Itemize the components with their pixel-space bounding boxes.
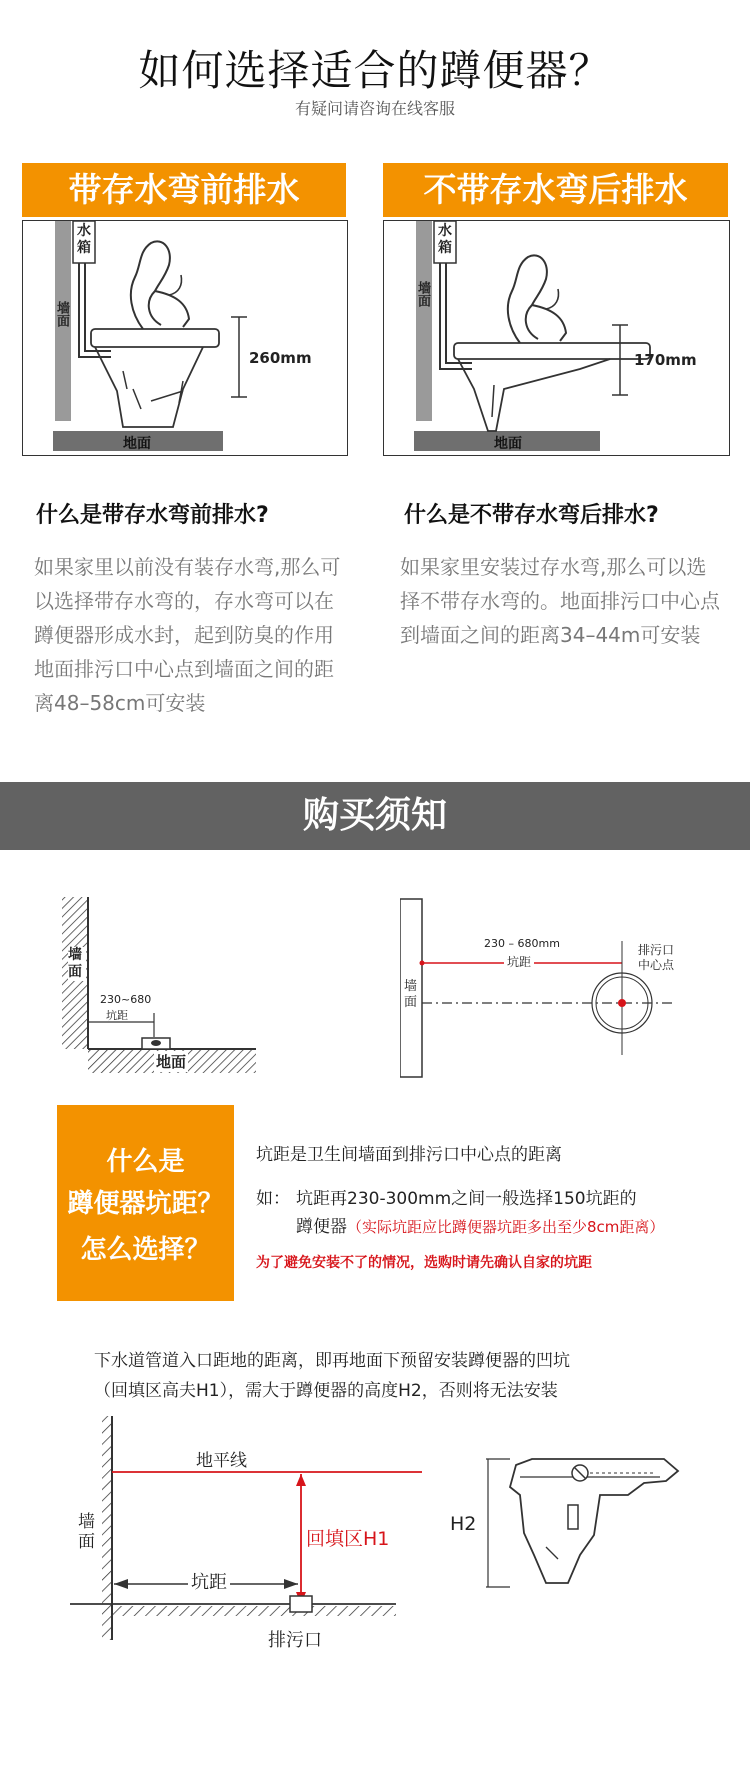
pit-side-wall-label: 墙面 [68, 947, 86, 981]
page-subtitle: 有疑问请咨询在线客服 [294, 99, 455, 118]
rear-description: 如果家里安装过存水弯,那么可以选择不带存水弯的。地面排污口中心点到墙面之间的距离34–44m可安装 [400, 555, 720, 647]
pit-question-box [57, 1105, 234, 1301]
front-tank-label: 水箱 [77, 223, 91, 256]
pit-top-range: 230 – 680mm [484, 937, 560, 950]
backfill-outlet-label: 排污口 [268, 1630, 322, 1651]
backfill-diagram [66, 1412, 426, 1652]
pipe-info-line2: （回填区高夫H1），需大于蹲便器的高度H2，否则将无法安装 [94, 1381, 558, 1401]
pit-top-outlet-label: 排污口中心点 [638, 943, 675, 972]
pit-side-pit-label: 坑距 [106, 1009, 128, 1022]
front-description: 如果家里以前没有装存水弯,那么可以选择带存水弯的，存水弯可以在蹲便器形成水封，起到防臭的作用地面排污口中心点到墙面之间的距离48–58cm可安装 [34, 555, 341, 715]
pit-side-range: 230~680 [100, 993, 152, 1006]
h2-label: H2 [450, 1513, 477, 1535]
pit-side-floor-label: 地面 [156, 1053, 187, 1071]
pipe-info-line1: 下水道管道入口距地的距离，即再地面下预留安装蹲便器的凹坑 [94, 1351, 570, 1371]
pit-side-illustration [58, 895, 258, 1075]
purchase-section-title: 购买须知 [0, 782, 750, 850]
front-drain-banner: 带存水弯前排水 [22, 163, 346, 217]
pit-top-illustration [400, 895, 700, 1085]
h2-diagram [450, 1455, 700, 1595]
front-wall-label: 墙面 [54, 301, 69, 327]
front-drain-diagram [22, 220, 348, 456]
pit-example-note: （实际坑距应比蹲便器坑距多出至少8cm距离） [347, 1218, 665, 1236]
front-height-label: 260mm [249, 349, 312, 367]
rear-question: 什么是不带存水弯后排水? [404, 503, 659, 528]
page-title: 如何选择适合的蹲便器？ [138, 46, 612, 95]
pit-question-line3: 怎么选择？ [80, 1235, 211, 1265]
front-floor-label: 地面 [123, 436, 151, 452]
backfill-ground-line-label: 地平线 [196, 1451, 247, 1471]
rear-wall-label: 墙面 [415, 281, 430, 307]
pit-top-pit-label: 坑距 [504, 953, 534, 970]
backfill-pit-label: 坑距 [188, 1568, 230, 1594]
pit-question-line2: 蹲便器坑距？ [67, 1189, 224, 1219]
rear-tank-label: 水箱 [438, 223, 452, 256]
pit-definition: 坑距是卫生间墙面到排污口中心点的距离 [256, 1145, 562, 1165]
pit-warning: 为了避免安装不了的情况，选购时请先确认自家的坑距 [256, 1255, 592, 1271]
backfill-wall-label: 墙面 [78, 1512, 95, 1552]
rear-height-label: 170mm [634, 351, 697, 369]
h2-illustration [450, 1455, 700, 1595]
rear-floor-label: 地面 [494, 436, 522, 452]
pit-example-prefix: 如： [256, 1189, 290, 1209]
rear-drain-diagram [383, 220, 730, 456]
backfill-fill-label: 回填区H1 [306, 1528, 390, 1550]
pit-top-wall-label: 墙面 [404, 979, 418, 1010]
pit-example-line1: 坑距再230-300mm之间一般选择150坑距的 [296, 1189, 637, 1209]
pit-side-diagram [58, 895, 258, 1075]
front-drain-illustration [23, 221, 347, 455]
pit-top-diagram [400, 895, 700, 1085]
front-question: 什么是带存水弯前排水? [36, 503, 269, 528]
rear-drain-banner: 不带存水弯后排水 [383, 163, 728, 217]
pit-example-line2-text: 蹲便器 [296, 1217, 347, 1237]
pit-question-line1: 什么是 [106, 1147, 185, 1177]
pit-example-line2 [296, 1212, 664, 1237]
